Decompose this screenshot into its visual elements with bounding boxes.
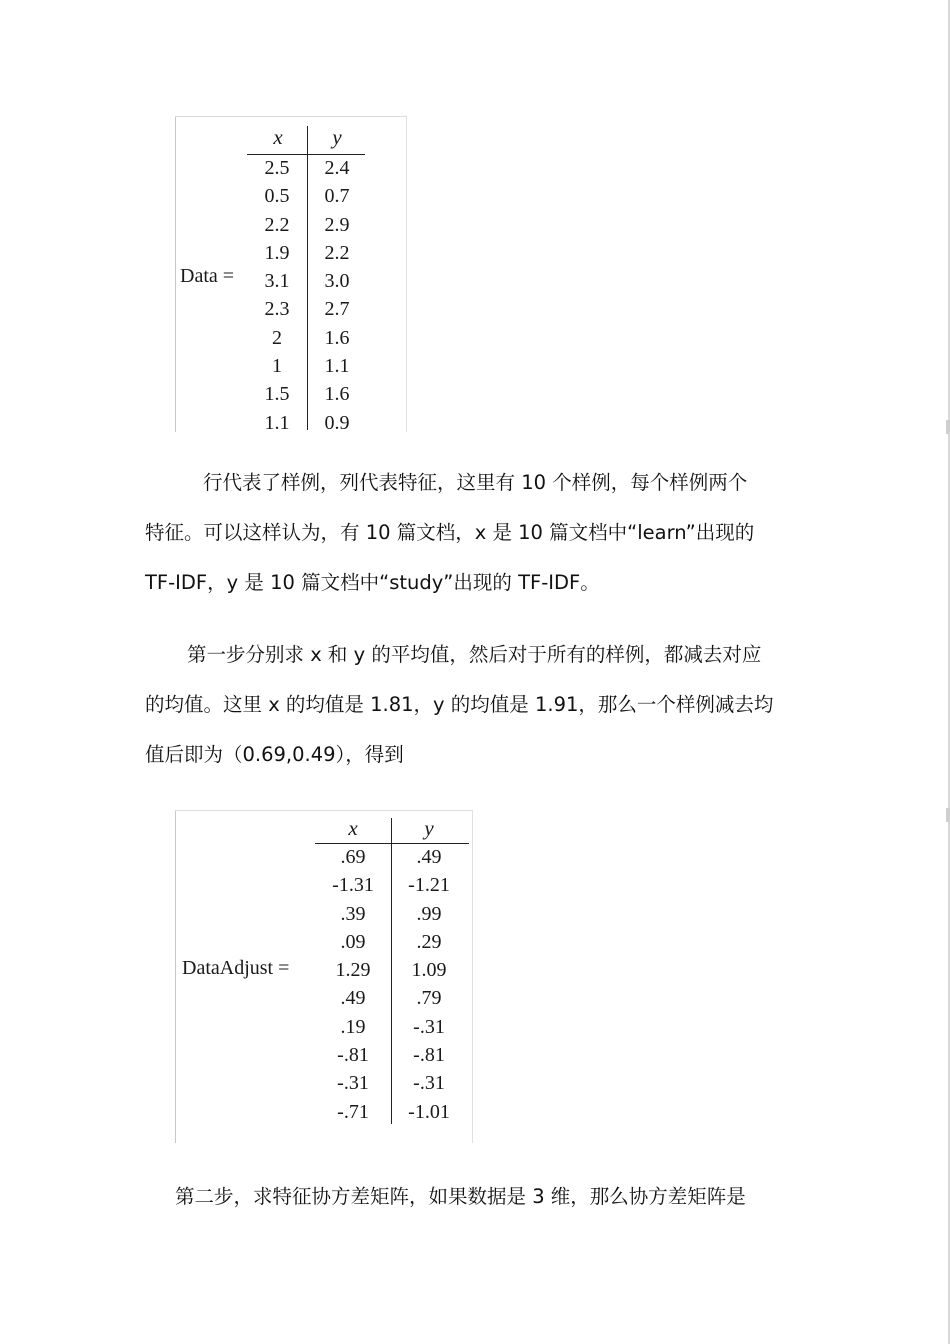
table-cell-x: -1.31 (332, 874, 374, 897)
table-cell-y: 2.7 (324, 298, 350, 321)
table-cell-x: 1 (272, 355, 282, 378)
figure-border-right (406, 116, 407, 432)
table-cell-x: 1.9 (264, 241, 290, 264)
page-edge-mark (946, 420, 950, 434)
column-header-y: y (424, 816, 434, 840)
table-cell-y: 3.0 (324, 270, 350, 293)
data-adjust-table-label: DataAdjust = (182, 957, 290, 979)
table-cell-y: 1.09 (411, 959, 447, 982)
table-cell-x: 2 (272, 326, 282, 349)
paragraph-samples-explanation (145, 458, 810, 608)
paragraph-line: 值后即为（0.69,0.49），得到 (145, 743, 404, 766)
paragraph-line: 特征。可以这样认为，有 10 篇文档，x 是 10 篇文档中“learn”出现的 (145, 521, 755, 544)
table-cell-y: .49 (416, 846, 442, 868)
figure-border-left (175, 116, 176, 432)
table-cell-y: -1.01 (408, 1100, 450, 1123)
page-edge-mark (946, 808, 950, 822)
table-cell-y: -.81 (413, 1044, 445, 1067)
data-table-label: Data = (180, 265, 235, 287)
figure-border-right (472, 810, 473, 1143)
table-cell-x: .09 (340, 930, 366, 953)
data-table-figure (175, 116, 407, 432)
table-cell-x: 3.1 (264, 270, 290, 293)
table-cell-x: 1.1 (264, 411, 290, 434)
column-y-values (307, 154, 367, 437)
paragraph-line: TF-IDF，y 是 10 篇文档中“study”出现的 TF-IDF。 (145, 571, 600, 594)
table-cell-x: .19 (340, 1015, 366, 1038)
table-cell-x: .69 (340, 846, 366, 868)
column-y-values (391, 843, 467, 1126)
column-header-y: y (332, 125, 342, 149)
table-cell-x: 0.5 (264, 185, 290, 208)
column-header-x: x (273, 125, 283, 149)
table-cell-y: 0.9 (324, 411, 350, 434)
data-adjust-table-figure (175, 810, 473, 1143)
table-cell-y: 1.6 (324, 326, 350, 349)
table-cell-x: 2.5 (264, 157, 290, 179)
table-cell-y: -.31 (413, 1015, 445, 1038)
table-cell-y: 2.2 (324, 241, 350, 264)
paragraph-line: 的均值。这里 x 的均值是 1.81，y 的均值是 1.91，那么一个样例减去均 (145, 693, 774, 716)
table-cell-y: -1.21 (408, 874, 450, 897)
table-cell-x: 1.5 (264, 383, 290, 406)
table-cell-x: -.71 (337, 1100, 369, 1123)
figure-border-top (175, 810, 473, 811)
paragraph-step-two (145, 1172, 810, 1222)
table-cell-x: .49 (340, 987, 366, 1010)
paragraph-line: 行代表了样例，列代表特征，这里有 10 个样例，每个样例两个 (203, 471, 748, 494)
table-cell-x: .39 (340, 902, 366, 925)
table-cell-y: 1.1 (324, 355, 350, 378)
table-cell-x: 2.2 (264, 213, 290, 236)
table-cell-y: 2.4 (324, 157, 350, 179)
table-cell-y: .99 (416, 902, 442, 925)
table-cell-y: 0.7 (324, 185, 350, 208)
table-cell-x: -.81 (337, 1044, 369, 1067)
table-cell-x: 1.29 (335, 959, 371, 982)
table-cell-y: .79 (416, 987, 442, 1010)
column-x-values (247, 154, 307, 437)
column-header-x: x (348, 816, 358, 840)
figure-border-top (175, 116, 407, 117)
table-cell-y: 1.6 (324, 383, 350, 406)
paragraph-step-one (145, 630, 810, 780)
table-cell-y: .29 (416, 930, 442, 953)
table-cell-y: 2.9 (324, 213, 350, 236)
table-cell-x: 2.3 (264, 298, 290, 321)
column-x-values (315, 843, 391, 1126)
figure-border-left (175, 810, 176, 1143)
paragraph-line: 第一步分别求 x 和 y 的平均值，然后对于所有的样例，都减去对应 (187, 643, 762, 666)
paragraph-line: 第二步，求特征协方差矩阵，如果数据是 3 维，那么协方差矩阵是 (175, 1185, 746, 1208)
table-cell-y: -.31 (413, 1072, 445, 1095)
table-cell-x: -.31 (337, 1072, 369, 1095)
